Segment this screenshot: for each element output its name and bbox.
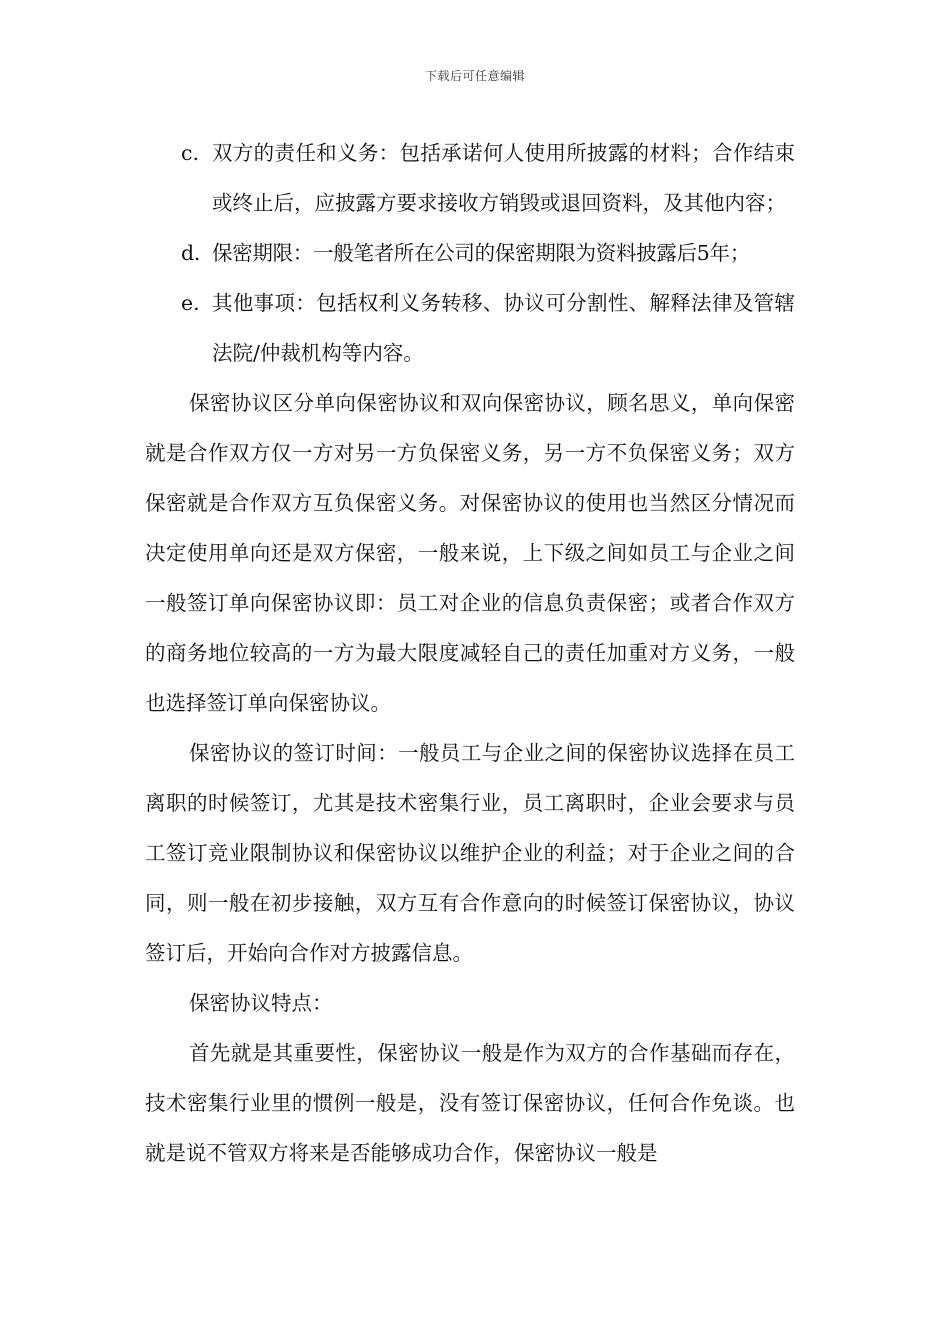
list-item-text: 双方的责任和义务：包括承诺何人使用所披露的材料；合作结束或终止后，应披露方要求接收方销毁或退回资料，及其他内容； — [212, 141, 795, 215]
page-header: 下载后可任意编辑 — [424, 69, 525, 83]
list-item-e — [145, 278, 795, 378]
list-marker: d. — [181, 241, 201, 265]
list-marker: c. — [181, 141, 199, 165]
list-item-text: 保密期限：一般笔者所在公司的保密期限为资料披露后5年； — [212, 241, 750, 265]
document-body — [145, 128, 795, 1178]
list-item-d — [145, 228, 795, 278]
paragraph-importance: 首先就是其重要性，保密协议一般是作为双方的合作基础而存在，技术密集行业里的惯例一般是，没有签订保密协议，任何合作免谈。也就是说不管双方将来是否能够成功合作，保密协议一般是 — [145, 1041, 795, 1165]
list-marker: e. — [181, 291, 200, 315]
paragraph-features-heading: 保密协议特点： — [189, 991, 333, 1015]
list-item-c — [145, 128, 795, 228]
paragraph-one-way-two-way: 保密协议区分单向保密协议和双向保密协议，顾名思义，单向保密就是合作双方仅一方对另一方负保密义务，另一方不负保密义务；双方保密就是合作双方互负保密义务。对保密协议的使用也当然区分情况而决定使用单向还是双方保密，一般来说，上下级之间如员工与企业之间一般签订单向保密协议即：员工对企业的信息负责保密；或者合作双方的商务地位较高的一方为最大限度减轻自己的责任加重对方义务，一般也选择签订单向保密协议。 — [145, 391, 795, 715]
list-item-text: 其他事项：包括权利义务转移、协议可分割性、解释法律及管辖法院/仲裁机构等内容。 — [212, 291, 795, 365]
paragraph-signing-time: 保密协议的签订时间：一般员工与企业之间的保密协议选择在员工离职的时候签订，尤其是技术密集行业，员工离职时，企业会要求与员工签订竞业限制协议和保密协议以维护企业的利益；对于企业之间的合同，则一般在初步接触，双方互有合作意向的时候签订保密协议，协议签订后，开始向合作对方披露信息。 — [145, 741, 795, 965]
